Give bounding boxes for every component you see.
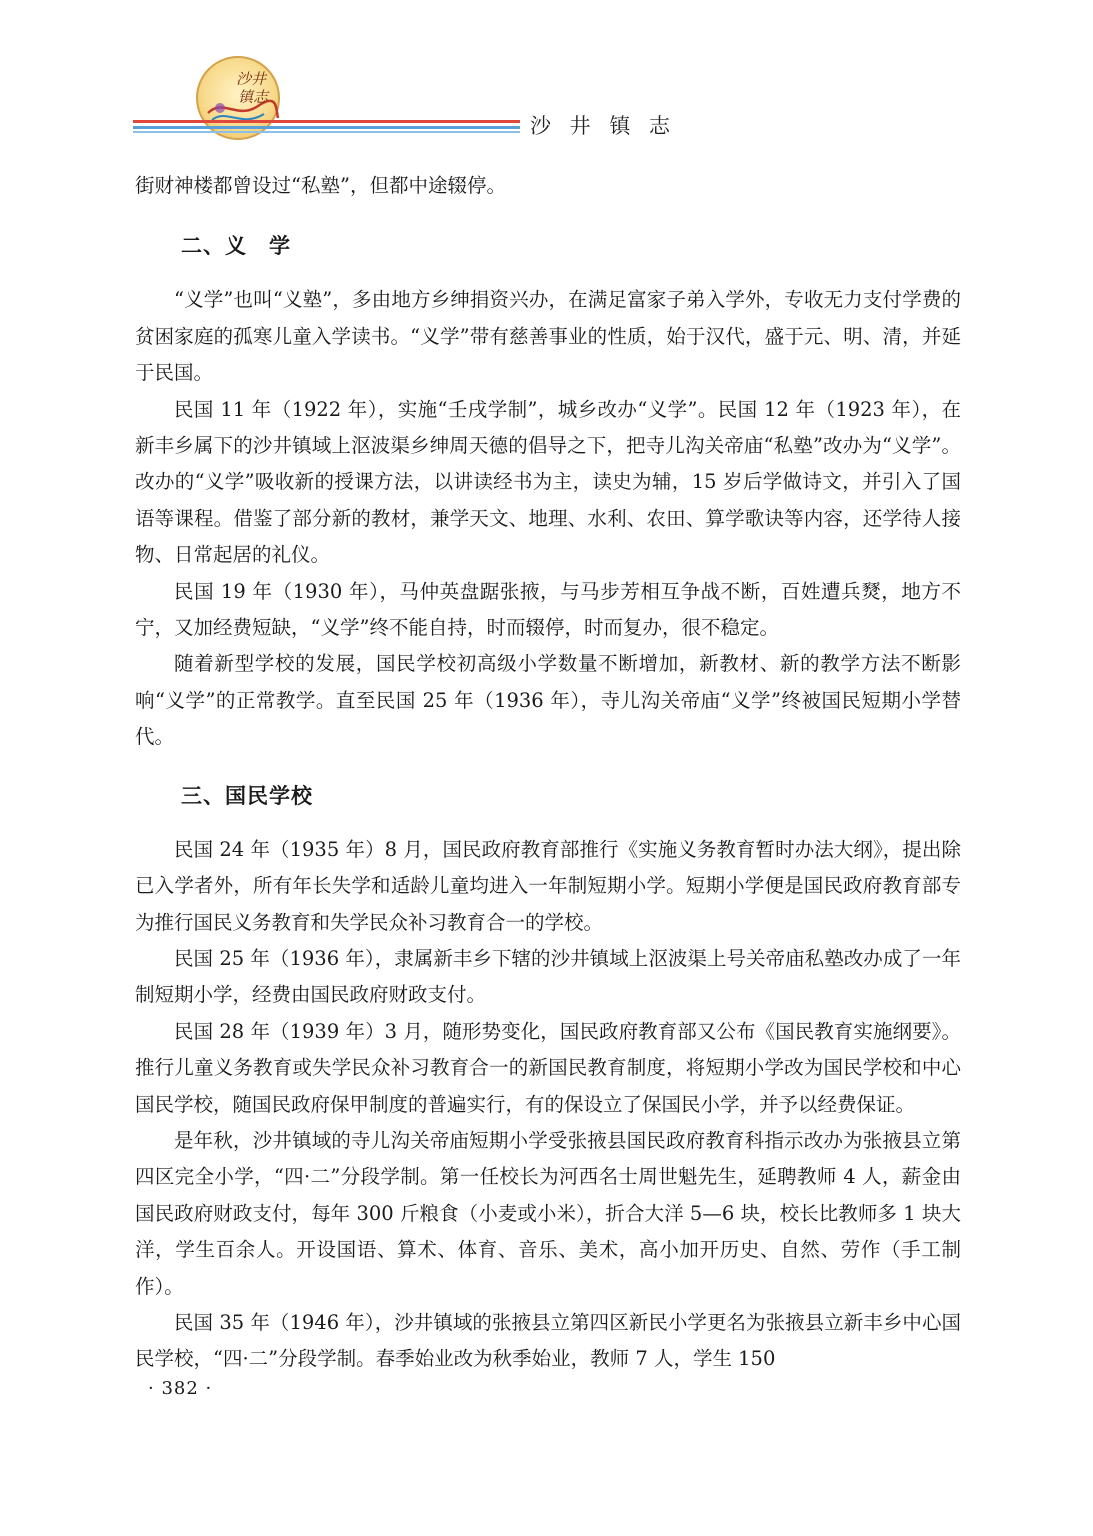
section-heading-yixue: 二、义 学 — [181, 234, 291, 259]
header-rule-blue — [133, 126, 520, 129]
paragraph: 民国 11 年（1922 年），实施“壬戌学制”，城乡改办“义学”。民国 12 年（1923 年），在新丰乡属下的沙井镇域上沤波渠乡绅周天德的倡导之下，把寺儿沟关帝庙“私塾”改办为“义学”。改办的“义学”吸收新的授课方法，以讲读经书为主，读史为辅，15 岁后学做诗文，并引入了国语等课程。借鉴了部分新的教材，兼学天文、地理、水利、农田、算学歌诀等内容，还学待人接物、日常起居的礼仪。 — [135, 397, 961, 567]
paragraph: 民国 24 年（1935 年）8 月，国民政府教育部推行《实施义务教育暂时办法大纲》，提出除已入学者外，所有年长失学和适龄儿童均进入一年制短期小学。短期小学便是国民政府教育部专为推行国民义务教育和失学民众补习教育合一的学校。 — [135, 837, 961, 934]
paragraph: 民国 25 年（1936 年），隶属新丰乡下辖的沙井镇域上沤波渠上号关帝庙私塾改办成了一年制短期小学，经费由国民政府财政支付。 — [135, 946, 961, 1007]
paragraph: 随着新型学校的发展，国民学校初高级小学数量不断增加，新教材、新的教学方法不断影响“义学”的正常教学。直至民国 25 年（1936 年），寺儿沟关帝庙“义学”终被国民短期小学替代。 — [135, 652, 961, 749]
paragraph: 是年秋，沙井镇域的寺儿沟关帝庙短期小学受张掖县国民政府教育科指示改办为张掖县立第四区完全小学，“四·二”分段学制。第一任校长为河西名士周世魁先生，延聘教师 4 人，薪金由国民政府财政支付，每年 300 斤粮食（小麦或小米），折合大洋 5—6 块，校长比教师多 1 块大洋，学生百余人。开设国语、算术、体育、音乐、美术，高小加开历史、自然、劳作（手工制作）。 — [135, 1128, 961, 1298]
header-rule-red — [133, 120, 520, 123]
page-number: · 382 · — [148, 1378, 213, 1399]
paragraph: 民国 28 年（1939 年）3 月，随形势变化，国民政府教育部又公布《国民教育实施纲要》。推行儿童义务教育或失学民众补习教育合一的新国民教育制度，将短期小学改为国民学校和中心国民学校，随国民政府保甲制度的普遍实行，有的保设立了保国民小学，并予以经费保证。 — [135, 1019, 961, 1116]
paragraph: 民国 35 年（1946 年），沙井镇域的张掖县立第四区新民小学更名为张掖县立新丰乡中心国民学校，“四·二”分段学制。春季始业改为秋季始业，教师 7 人，学生 150 — [135, 1310, 961, 1371]
svg-text:沙井: 沙井 — [236, 70, 267, 88]
page-body — [135, 168, 961, 1378]
book-title: 沙 井 镇 志 — [530, 114, 677, 138]
svg-text:镇志: 镇志 — [238, 88, 269, 106]
paragraph: “义学”也叫“义塾”，多由地方乡绅捐资兴办，在满足富家子弟入学外，专收无力支付学费的贫困家庭的孤寒儿童入学读书。“义学”带有慈善事业的性质，始于汉代，盛于元、明、清，并延于民国。 — [135, 288, 961, 385]
paragraph: 街财神楼都曾设过“私塾”，但都中途辍停。 — [135, 174, 506, 197]
paragraph: 民国 19 年（1930 年），马仲英盘踞张掖，与马步芳相互争战不断，百姓遭兵燹，地方不宁，又加经费短缺，“义学”终不能自持，时而辍停，时而复办，很不稳定。 — [135, 579, 961, 640]
section-heading-guomin-xuexiao: 三、国民学校 — [181, 783, 313, 808]
logo-emblem-icon — [198, 58, 282, 142]
page-header — [0, 0, 1093, 150]
header-rule-blue-light — [133, 131, 520, 133]
